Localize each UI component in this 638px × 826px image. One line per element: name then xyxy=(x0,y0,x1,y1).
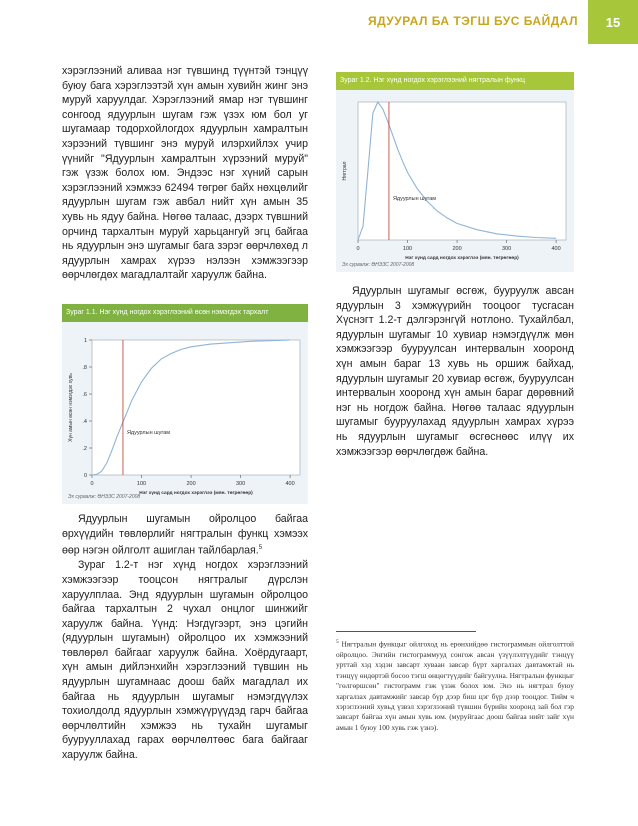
x-tick-label: 200 xyxy=(186,481,196,487)
y-axis-label: Нягтрал xyxy=(342,161,348,181)
x-tick-label: 300 xyxy=(501,246,512,252)
page-number: 15 xyxy=(605,14,621,30)
page-number-badge xyxy=(588,0,638,44)
footnote-number: 5 xyxy=(336,639,339,645)
x-tick-label: 300 xyxy=(235,481,246,487)
figure-1-1-source: Эх сурвалж: ӨНЭЗС 2007-2008 xyxy=(68,494,141,500)
x-axis-label: Нэг хүнд сард ногдох хэрэглээ (мян. төгрөгөөр) xyxy=(405,256,519,261)
page-header xyxy=(0,0,638,44)
figure-1-2-chart xyxy=(336,90,574,272)
x-tick-label: 400 xyxy=(285,481,295,487)
footnote-ref: 5 xyxy=(258,545,263,552)
figure-1-1-chart xyxy=(62,322,308,504)
y-axis-label: Хүн амын өсөн нэмэгдэх хувь xyxy=(68,373,74,442)
x-tick-label: 0 xyxy=(90,481,94,487)
x-tick-label: 200 xyxy=(452,246,462,252)
left-column-bottom xyxy=(62,512,308,763)
y-tick-label: 0 xyxy=(83,473,87,479)
figure-1-2-source: Эх сурвалж: ӨНЭЗС 2007-2008 xyxy=(342,262,415,268)
x-axis-label: Нэг хүнд сард ногдох хэрэглээ (мян. төгрөгөөр) xyxy=(139,491,253,496)
right-column xyxy=(336,284,574,459)
figure-1-1-caption: Зураг 1.1. Нэг хүнд ногдох хэрэглээний өсөн нэмэгдэх тархалт xyxy=(62,304,308,322)
x-tick-label: 0 xyxy=(356,246,360,252)
y-tick-label: .2 xyxy=(82,446,87,452)
y-tick-label: .8 xyxy=(82,365,87,371)
footnote-text: Нягтралын функцыг ойлгоход нь ерөнхийдөө гистограммын ойлголттой ойролцоо. Энгийн гистограммууд сонгож авсан үзүүлэлтүүдийг тэнцүү урттай хэд хэдэн завсарт хуваан завсар бүрт харгалзах давтамжтай нь тэнцүү өндөртэй босоо тэгш өнцөгтүүдийг байгуулна. Нягтралын функцыг "гөлгөршсөн" гистограмм гэж үзэж болох юм. Энэ нь нягтрал буюу харгалзах давтамжийг завсар бүр дээр биш цэг бүр дээр тооцдог. Тийм ч хэрэглээний хувьд үзвэл хэрэглээний түвшин бүрийн хооронд зай бол гэр завсарт байгаа хүн амын хувь юм. (муруйгаас доош байгаа нийт зайг хүн амын 1 буюу 100 хувь гэж үзнэ). xyxy=(336,639,574,732)
figure-1-2 xyxy=(336,72,574,272)
x-tick-label: 400 xyxy=(551,246,561,252)
y-tick-label: .4 xyxy=(82,419,87,425)
paragraph-text: Ядуурлын шугамын ойролцоо байгаа өрхүүдийн төвлөрлийг нягтралын функц хэмээх өөр нэгэн ойлголт ашиглан тайлбарлая. xyxy=(62,513,308,557)
x-tick-label: 100 xyxy=(136,481,147,487)
footnote-divider xyxy=(336,631,476,632)
paragraph: Зураг 1.2-т нэг хүнд ногдох хэрэглээний хэмжээгээр тооцсон нягтралыг дүрслэн харуулплаа. Энд ядуурлын шугамын ойролцоо байгаа тархалтын 2 чухал онцлог шинжийг харуулж байна. Үүнд: Нэгдүгээрт, энэ цэгийн (ядуурлын шугамын) ойролцоо их хэмжээний төвлөрөл байгааг харуулж байна. Хоёрдугаарт, хүн амын дийлэнхийн хэрэглээний түвшин нь ядуурлын шугамнаас доош байх магадлал их байгаа нь ядуурлын шугамыг нэмэгдүүлэх тохиолдолд ядуурлын хэмжүүрүүдэд гарч байгаа өөрчлөлтийн хэмжээ нь тухайн шугамыг буурууллахад гарах өөрчлөлтөөс бага байгааг харуулж байна. xyxy=(62,559,308,762)
footnote xyxy=(336,637,574,733)
y-tick-label: 1 xyxy=(83,338,87,344)
poverty-line-annotation: Ядуурлын шугам xyxy=(392,196,437,202)
left-column-top xyxy=(62,64,308,283)
paragraph xyxy=(62,512,308,558)
figure-1-1 xyxy=(62,304,308,504)
paragraph: Ядуурлын шугамыг өсгөж, бууруулж авсан ядуурлын 3 хэмжүүрийн тооцоог тусгасан Хүснэгт 1.2-т дэлгэрэнгүй нотлоно. Тухайлбал, ядуурлын шугамыг 10 хувиар нэмэгдүүлж мөн хэмжээгээр бууруулсан интервалын хооронд хүн амын бараг 13 хувь нь оршиж байхад, ядуурлын шугамыг 20 хувиар өсгөж, бууруулсан интервалын хооронд хүн амын бараг дөрөвний нэг нь ногдож байна. Нөгөө талаас ядуурлын шугамыг бууруулахад ядуурлын хамрах хүрээ нь ядуурлын шугамыг өсгөснөөс илүү их хэмжээгээр өөрчлөгдөж байна. xyxy=(336,285,574,458)
running-title: ЯДУУРАЛ БА ТЭГШ БУС БАЙДАЛ xyxy=(367,14,578,28)
paragraph: хэрэглээний аливаа нэг түвшинд түүнтэй тэнцүү буюу бага хэрэглээтэй хүн амын хувийн жинг энэ муруй харуулдаг. Хэрэглээний ямар нэг түвшинг сонгоод ядуурлын шугам гэж үзэх юм бол уг шугамаар тодорхойлогдох ядуурлын хамралтын хэрээний түвшинг энэ муруй илэрхийлэх учир үүнийг "Ядуурлын хамралтын хүрээний муруй" гэж үзэж болох юм. Эндээс нэг хүний сарын хэрэглээний хэмжээ 62494 төгрөг байх нөхцөлийг ядуурлын шугам гэж авбал нийт хүн амын 35 хувь нь ядуу байна. Нөгөө талаас, дээрх түвшний орчинд тархалтын муруй харьцангуй эгц байгаа нь ядуурлын энэ шугамыг бага зэрэг өөрчлөхөд л ядуурлын хамрах хүрээ нэлээн хэмжээгээр өөрчлөгдөх магадлалтайг харуулж байна. xyxy=(62,65,308,282)
figure-1-2-caption: Зураг 1.2. Нэг хүнд ногдох хэрэглээний нягтралын функц xyxy=(336,72,574,90)
y-tick-label: .6 xyxy=(82,392,87,398)
x-tick-label: 100 xyxy=(402,246,413,252)
poverty-line-annotation: Ядуурлын шугам xyxy=(126,430,171,436)
